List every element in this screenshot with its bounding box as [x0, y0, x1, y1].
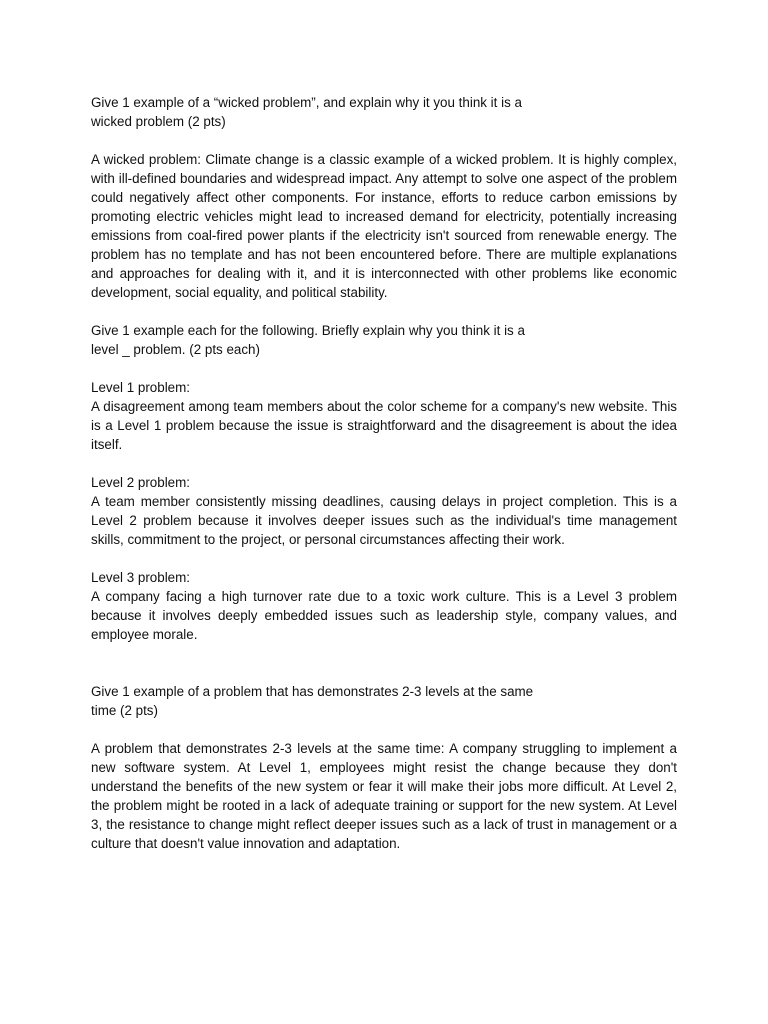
level-1-title: Level 1 problem: — [91, 380, 190, 395]
level-1-answer: A disagreement among team members about the color scheme for a company's new website. This is a Level 1 problem because the issue is straightforward and the disagreement is about the idea itself. — [91, 399, 677, 452]
question-3-prompt — [91, 682, 677, 720]
level-3-title: Level 3 problem: — [91, 570, 190, 585]
level-2-title: Level 2 problem: — [91, 475, 190, 490]
question-2-prompt-line-2: level _ problem. (2 pts each) — [91, 342, 260, 357]
question-2-prompt-line-1: Give 1 example each for the following. Briefly explain why you think it is a — [91, 323, 525, 338]
question-3-prompt-line-1: Give 1 example of a problem that has demonstrates 2-3 levels at the same — [91, 684, 534, 699]
question-1-prompt — [91, 93, 677, 131]
question-3-answer: A problem that demonstrates 2-3 levels at the same time: A company struggling to implement a new software system. At Level 1, employees might resist the change because they don't understand the benefits of the new system or fear it will make their jobs more difficult. At Level 2, the problem might be rooted in a lack of adequate training or support for the new system. At Level 3, the resistance to change might reflect deeper issues such as a lack of trust in management or a culture that doesn't value innovation and adaptation. — [91, 741, 677, 851]
question-3-prompt-line-2: time (2 pts) — [91, 703, 158, 718]
question-2-prompt — [91, 321, 677, 359]
question-1-answer: A wicked problem: Climate change is a classic example of a wicked problem. It is highly complex, with ill-defined boundaries and widespread impact. Any attempt to solve one aspect of the problem could negatively affect other components. For instance, efforts to reduce carbon emissions by promoting electric vehicles might lead to increased demand for electricity, potentially increasing emissions from coal-fired power plants if the electricity isn't sourced from renewable energy. The problem has no template and has not been encountered before. There are multiple explanations and approaches for dealing with it, and it is interconnected with other problems like economic development, social equality, and political stability. — [91, 152, 677, 300]
level-2-answer: A team member consistently missing deadlines, causing delays in project completion. This is a Level 2 problem because it involves deeper issues such as the individual's time management skills, commitment to the project, or personal circumstances affecting their work. — [91, 494, 677, 547]
question-1-prompt-line-1: Give 1 example of a “wicked problem”, and explain why it you think it is a — [91, 95, 522, 110]
level-3-answer: A company facing a high turnover rate due to a toxic work culture. This is a Level 3 problem because it involves deeply embedded issues such as leadership style, company values, and employee morale. — [91, 589, 677, 642]
document-body — [91, 93, 677, 853]
question-1-prompt-line-2: wicked problem (2 pts) — [91, 114, 226, 129]
